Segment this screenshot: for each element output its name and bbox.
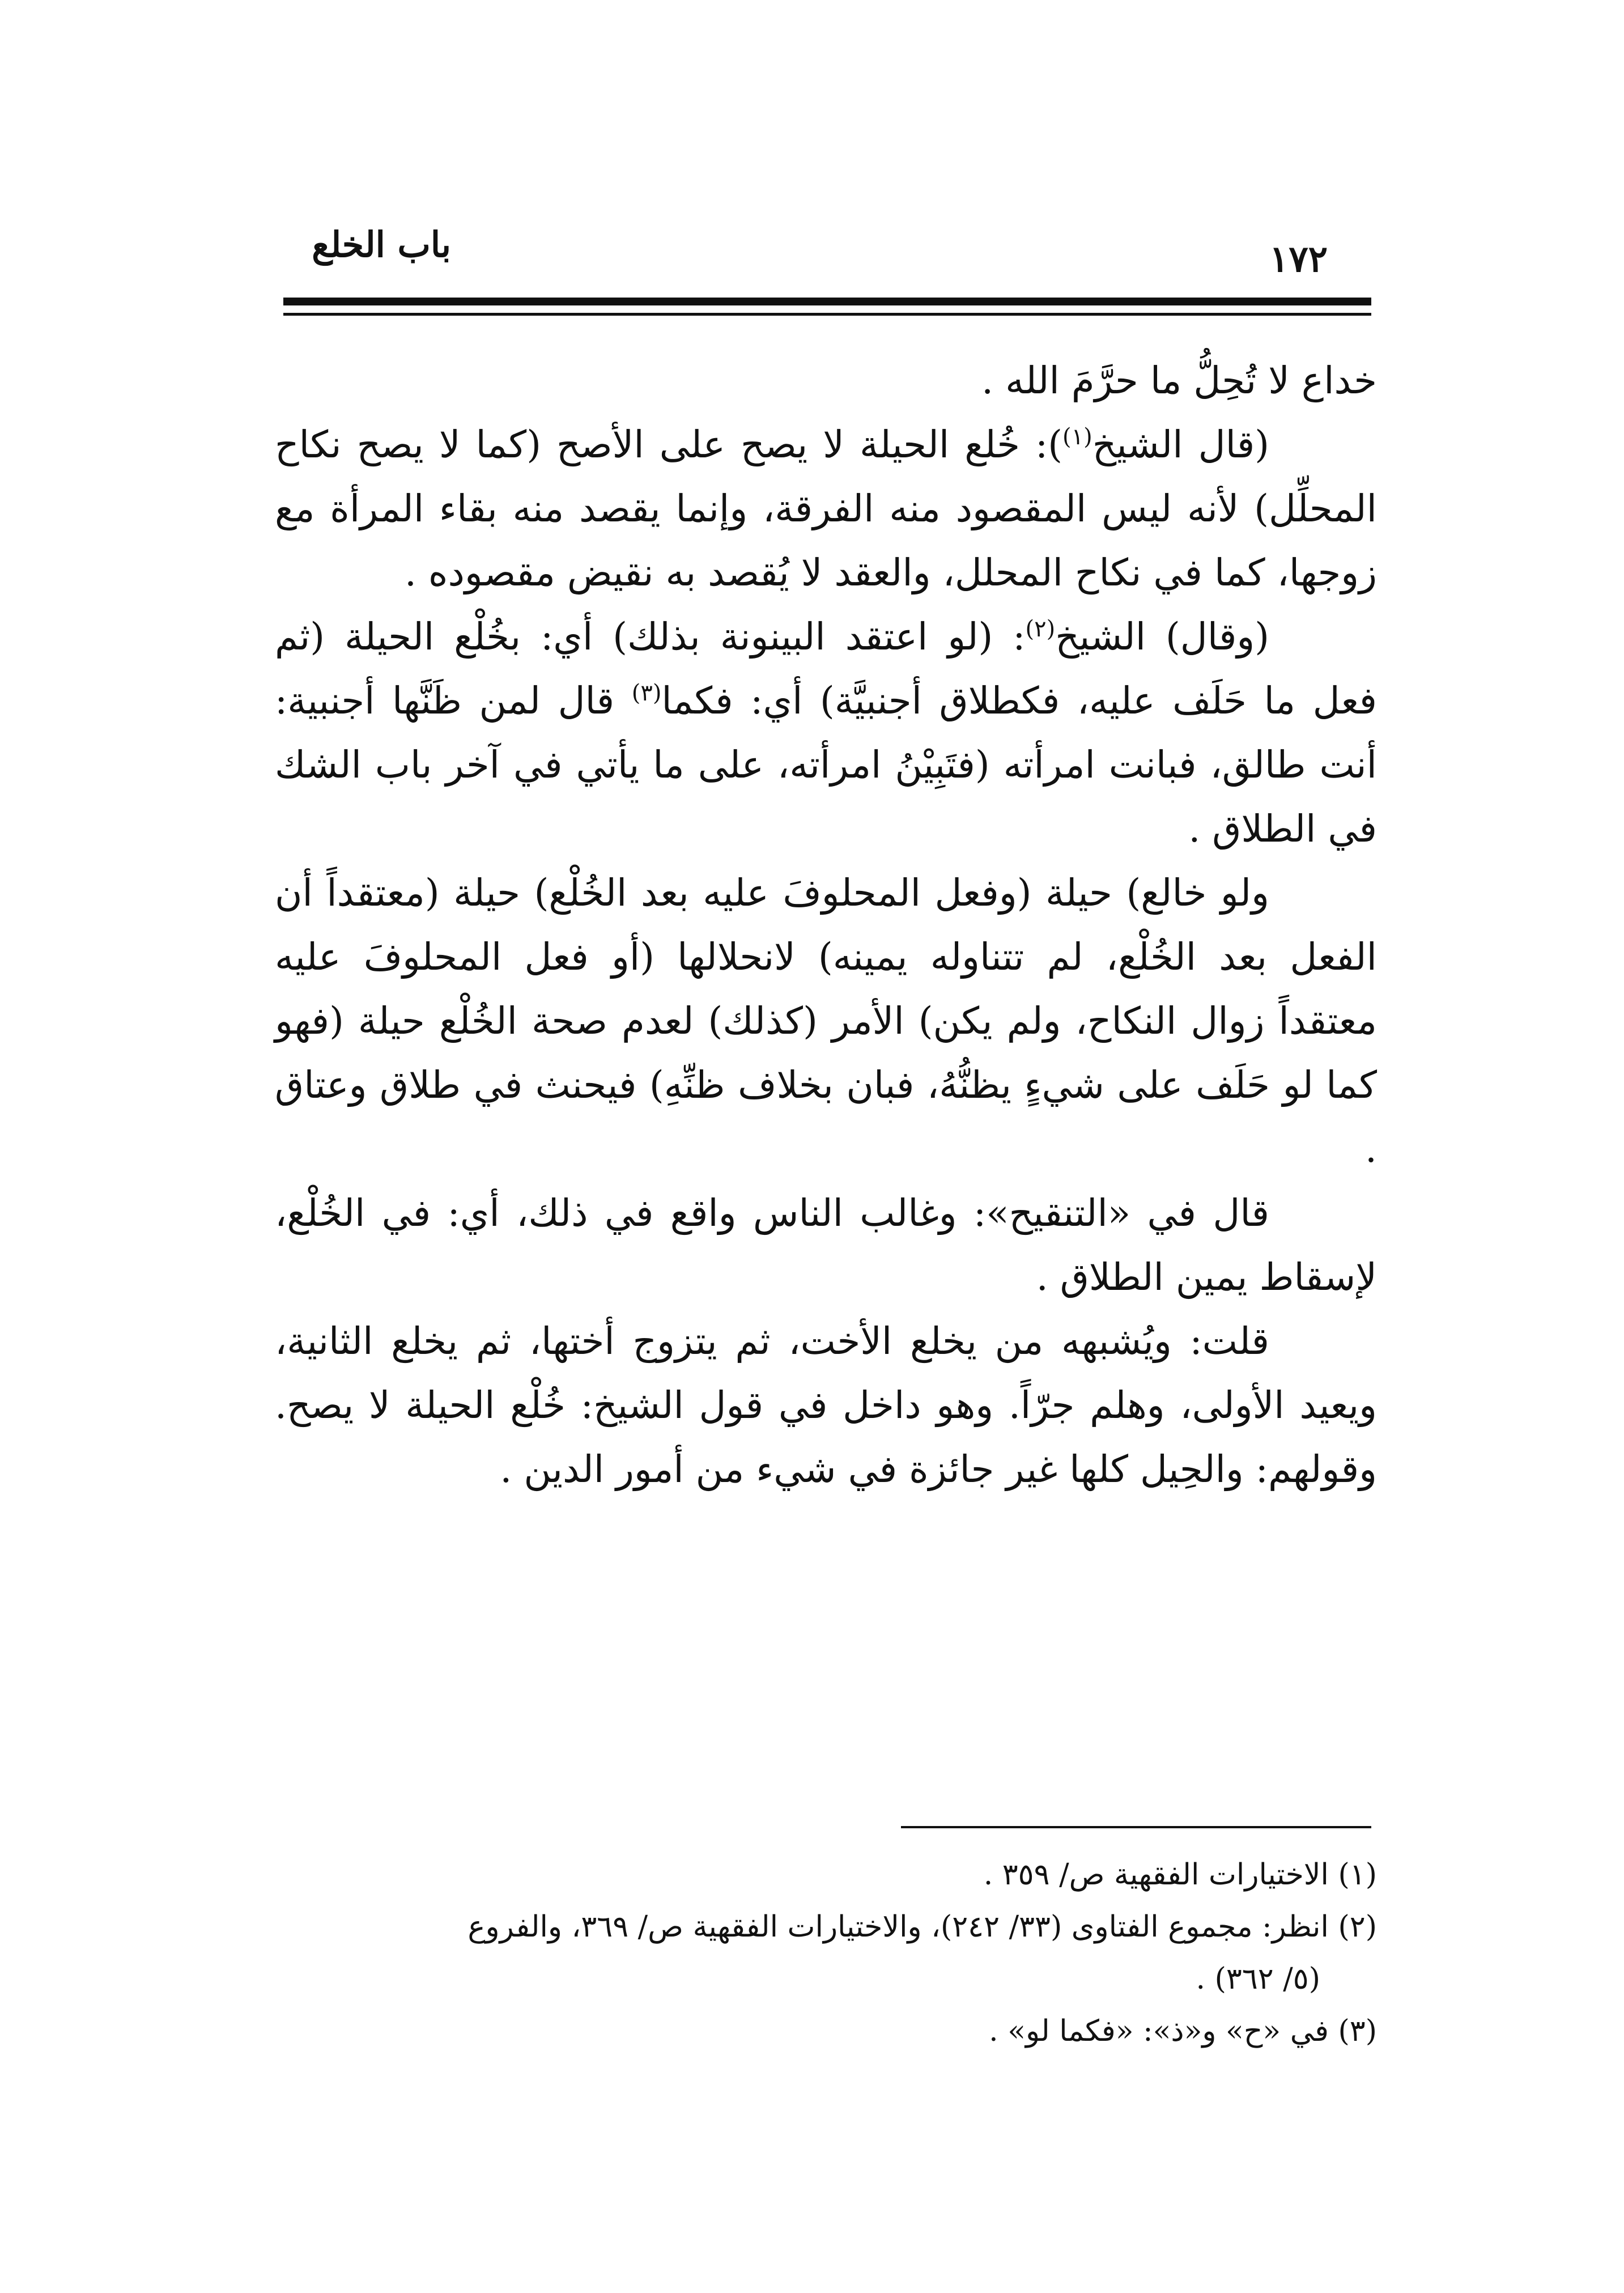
- footnote-ref: (١): [1062, 424, 1092, 450]
- paragraph-text: (قال الشيخ: [1092, 423, 1270, 466]
- page-number: ١٧٢: [1269, 238, 1328, 281]
- paragraph: [275, 605, 1377, 861]
- body-text: [275, 349, 1377, 1501]
- footnote-ref: (٢): [1025, 616, 1056, 642]
- footnote-rule: [901, 1826, 1371, 1828]
- running-title: باب الخلع: [312, 224, 451, 265]
- paragraph-text: قال لمن ظَنَّها أجنبية: أنت طالق، فبانت امرأته (فتَبِيْنُ امرأته، على ما يأتي في آخر باب الشك في الطلاق .: [275, 679, 1377, 851]
- footnote-ref: (٣): [631, 680, 662, 706]
- header-rule-thick: [283, 298, 1371, 305]
- paragraph: [275, 413, 1377, 605]
- footnotes: [275, 1849, 1377, 2057]
- header-rule-thin: [283, 313, 1371, 316]
- paragraph-text: : (لو اعتقد البينونة بذلك) أي: بخُلْع الحيلة (ثم فعل ما حَلَف عليه، فكطلاق أجنبيَّة) أي: فكما: [275, 615, 1377, 723]
- paragraph-text: ولو خالع) حيلة (وفعل المحلوفَ عليه بعد الخُلْع) حيلة (معتقداً أن الفعل بعد الخُلْع، لم تتناوله يمينه) لانحلالها (أو فعل المحلوفَ عليه معتقداً زوال النكاح، ولم يكن) الأمر (كذلك) لعدم صحة الخُلْع حيلة (فهو كما لو حَلَف على شيءٍ يظنُّهُ، فبان بخلاف ظنِّهِ) فيحنث في طلاق وعتاق .: [275, 871, 1377, 1171]
- paragraph-text: قلت: ويُشبهه من يخلع الأخت، ثم يتزوج أختها، ثم يخلع الثانية، ويعيد الأولى، وهلم جرّاً. وهو داخل في قول الشيخ: خُلْع الحيلة لا يصح. وقولهم: والحِيل كلها غير جائزة في شيء من أمور الدين .: [275, 1319, 1377, 1491]
- paragraph-text: قال في «التنقيح»: وغالب الناس واقع في ذلك، أي: في الخُلْع، لإسقاط يمين الطلاق .: [275, 1191, 1377, 1299]
- footnote-continuation: (٥/ ٣٦٢) .: [1196, 1962, 1320, 1996]
- paragraph-text: ): خُلع الحيلة لا يصح على الأصح (كما لا يصح نكاح المحلِّل) لأنه ليس المقصود منه الفرقة، وإنما يقصد منه بقاء المرأة مع زوجها، كما في نكاح المحلل، والعقد لا يُقصد به نقيض مقصوده .: [275, 423, 1377, 595]
- footnote: (٣) في «ح» و«ذ»: «فكما لو» .: [989, 2014, 1377, 2048]
- paragraph: [275, 349, 1377, 413]
- paragraph: [275, 861, 1377, 1181]
- footnote: (٢) انظر: مجموع الفتاوى (٣٣/ ٢٤٢)، والاختيارات الفقهية ص/ ٣٦٩، والفروع: [467, 1910, 1377, 1944]
- footnote: (١) الاختيارات الفقهية ص/ ٣٥٩ .: [983, 1858, 1377, 1892]
- paragraph: [275, 1309, 1377, 1501]
- paragraph-text: خداع لا تُحِلُّ ما حرَّمَ الله .: [981, 359, 1377, 402]
- paragraph-text: (وقال) الشيخ: [1055, 615, 1270, 659]
- paragraph: [275, 1181, 1377, 1309]
